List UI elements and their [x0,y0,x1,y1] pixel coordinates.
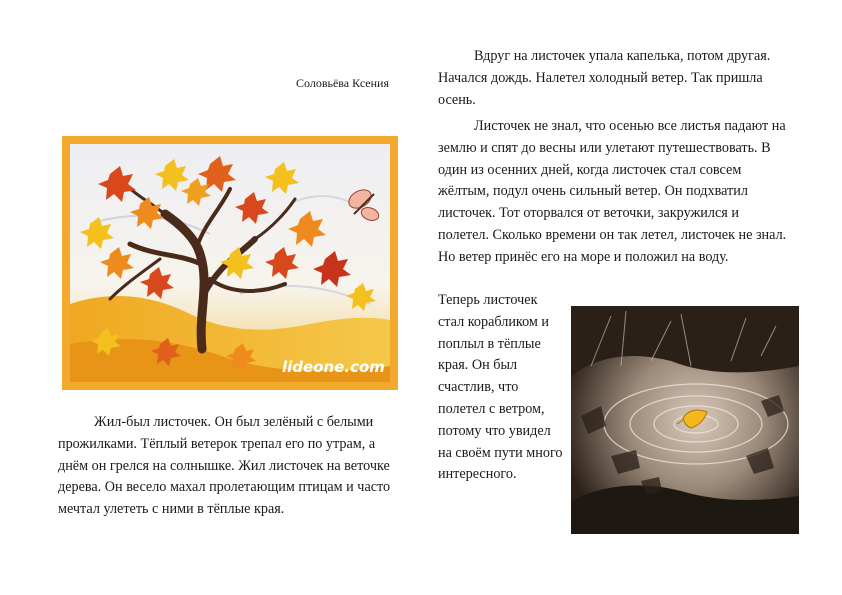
tree-image [70,144,390,382]
story-paragraph-4: Теперь листочек стал корабликом и поплыл в тёплые края. Он был счастлив, что полетел с ветром, потому что увидел на своём пути много интересного. [438,292,563,483]
tree-watermark: lideone.com [282,358,385,376]
autumn-tree-illustration [62,136,398,390]
story-paragraph-3: Листочек не знал, что осенью все листья падают на землю и спят до весны или улетают путешествовать. В один из осенних дней, когда листочек стал совсем жёлтым, подул очень сильный ветер. Он подхватил листочек. Тот оторвался от веточки, закружился и полетел. Сколько времени он так летел, листочек не знал. Но ветер принёс его на море и положил на воду. [438,118,787,265]
leaf-on-water-photo [571,306,799,534]
story-paragraph-2: Вдруг на листочек упала капелька, потом другая. Начался дождь. Налетел холодный ветер. Так пришла осень. [438,48,771,108]
author-name: Соловьёва Ксения [296,76,389,90]
story-paragraph-1: Жил-был листочек. Он был зелёный с белыми прожилками. Тёплый ветерок трепал его по утрам, а днём он грелся на солнышке. Жил листочек на веточке дерева. Он весело махал пролетающим птицам и часто мечтал улететь с ними в тёплые края. [58,414,391,518]
